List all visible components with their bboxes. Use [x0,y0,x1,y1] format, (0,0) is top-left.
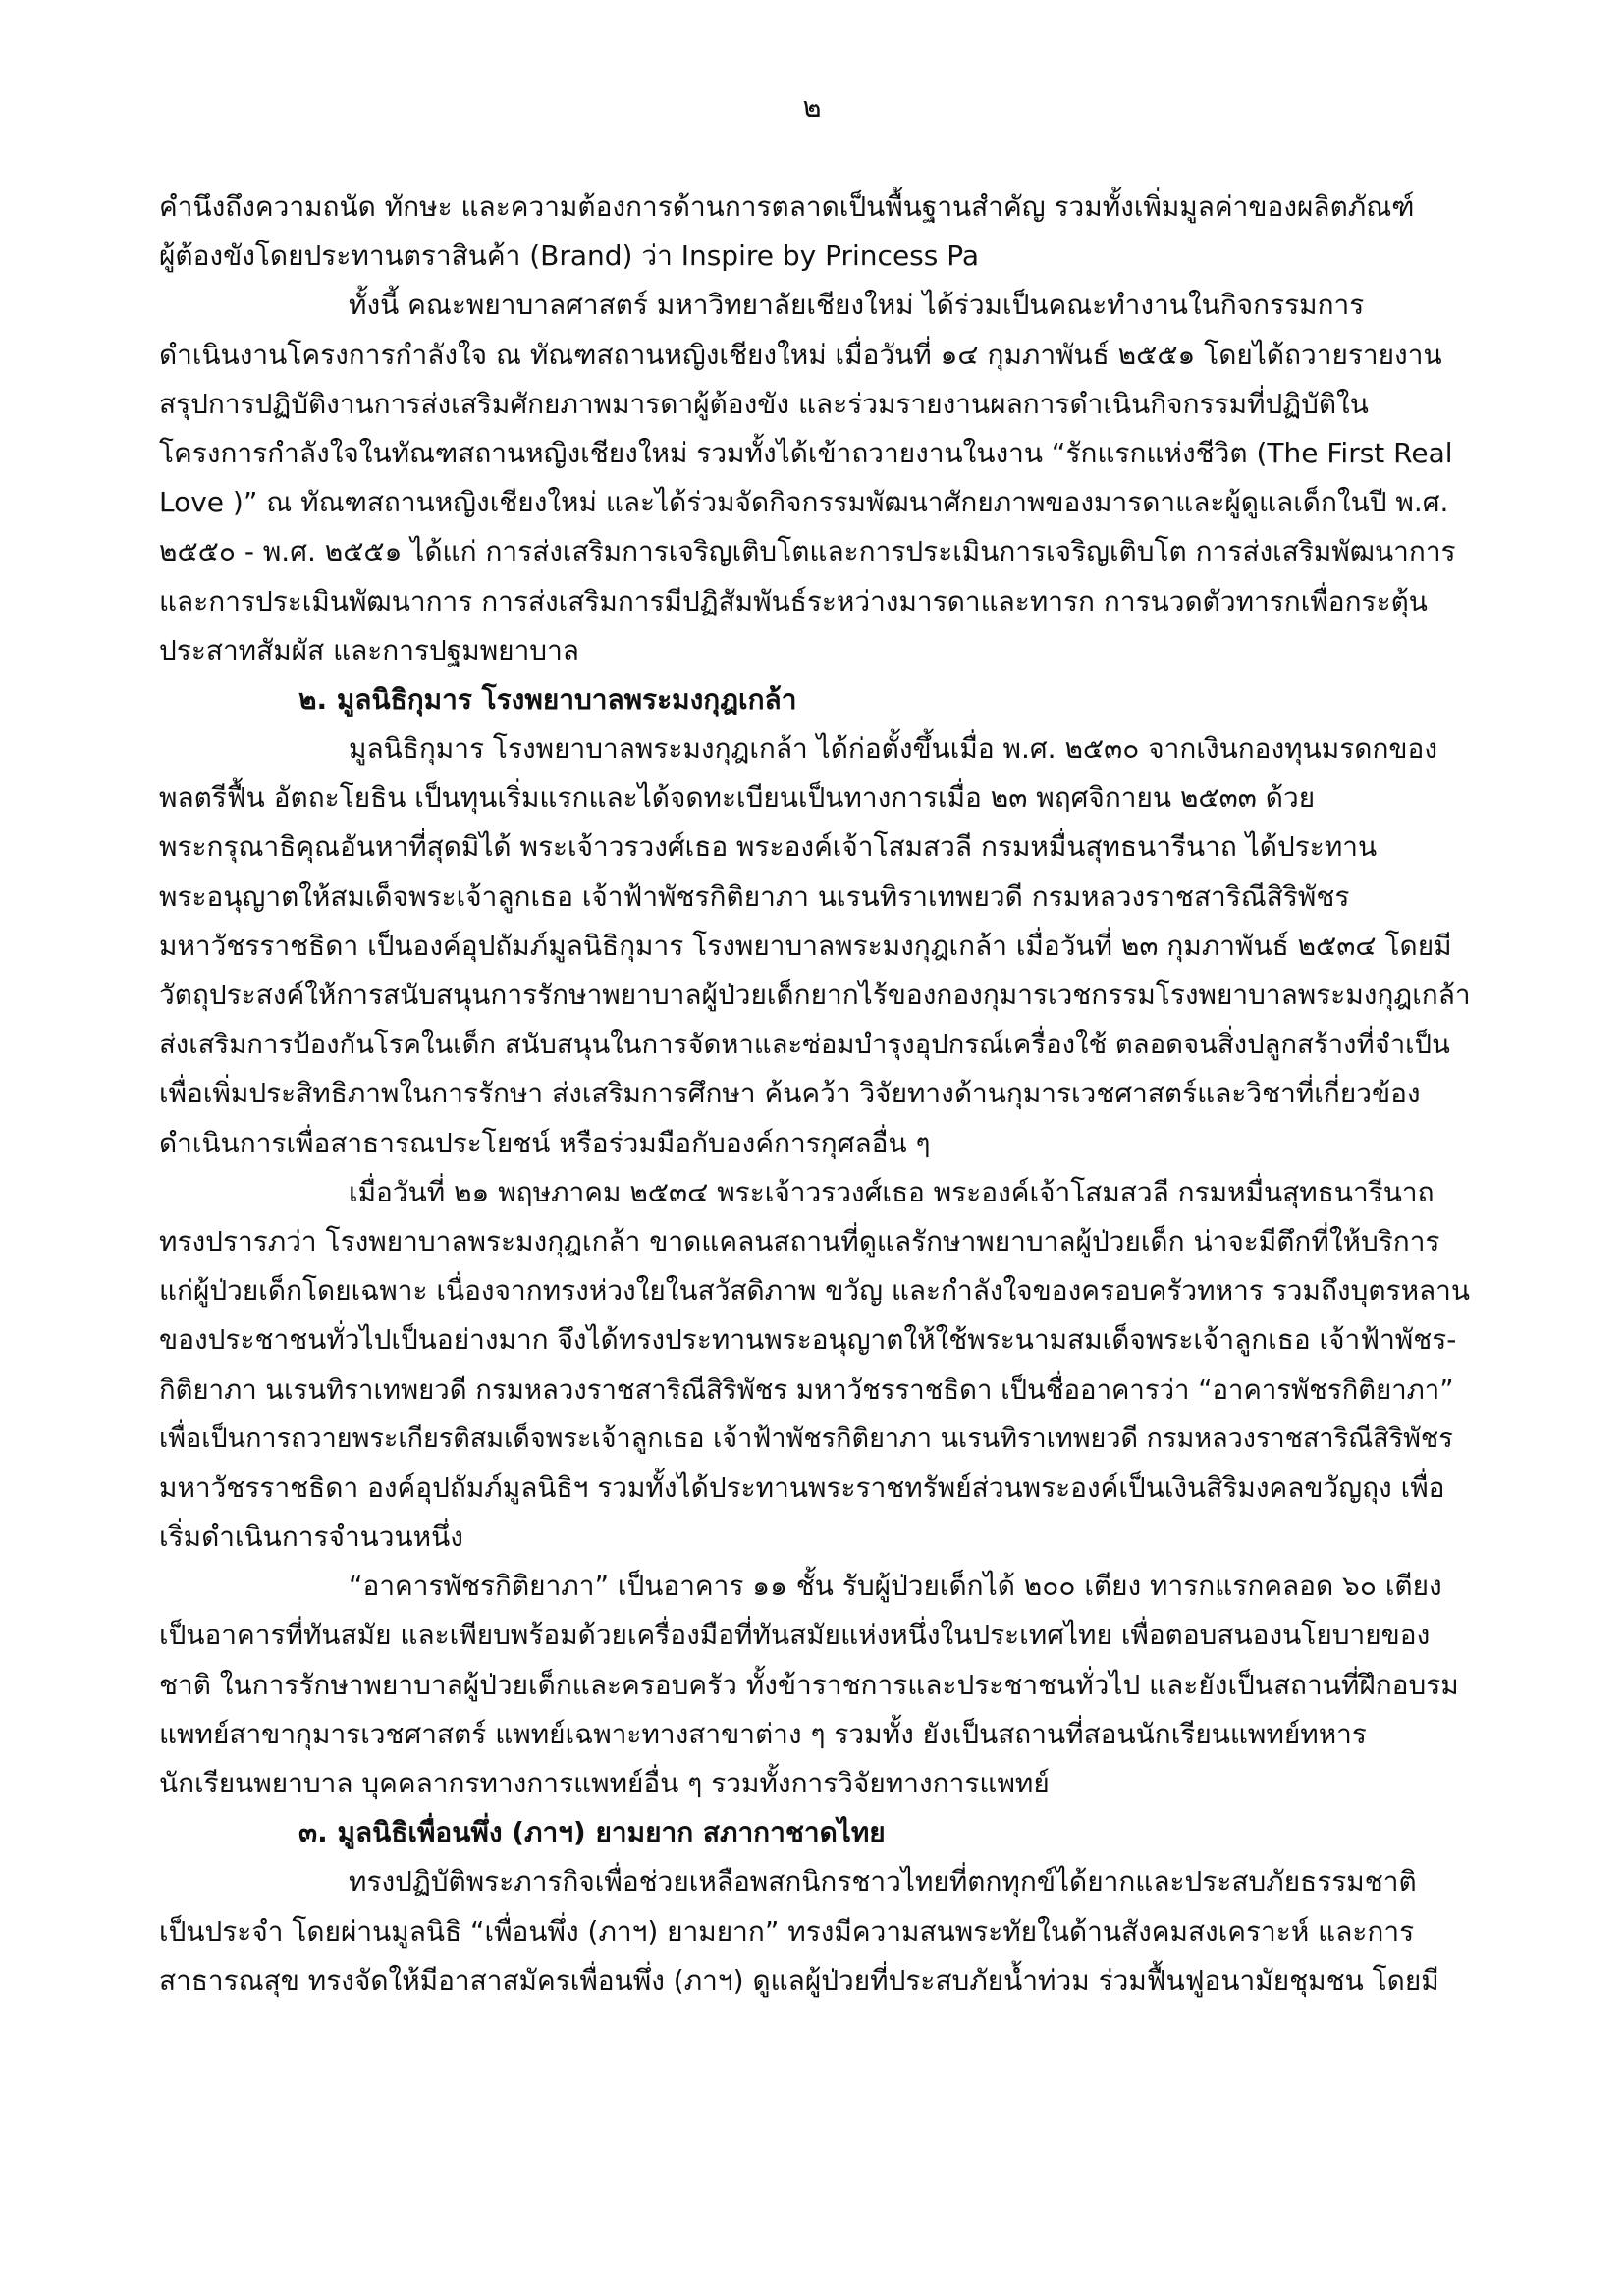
text-line: เริ่มดำเนินการจำนวนหนึ่ง [159,1521,463,1554]
text-line: เป็นประจำ โดยผ่านมูลนิธิ “เพื่อนพึ่ง (ภาฯ) ยามยาก” ทรงมีความสนพระทัยในด้านสังคมสงเคราะห์ และการ [159,1914,1415,1948]
text-line: แก่ผู้ป่วยเด็กโดยเฉพาะ เนื่องจากทรงห่วงใยในสวัสดิภาพ ขวัญ และกำลังใจของครอบครัวทหาร รวมถึงบุตรหลาน [159,1274,1471,1308]
text-line: “อาคารพัชรกิติยาภา” เป็นอาคาร ๑๑ ชั้น รับผู้ป่วยเด็กได้ ๒๐๐ เตียง ทารกแรกคลอด ๖๐ เตียง [349,1570,1442,1603]
text-line: คำนึงถึงความถนัด ทักษะ และความต้องการด้านการตลาดเป็นพื้นฐานสำคัญ รวมทั้งเพิ่มมูลค่าของผลิตภัณฑ์ [159,190,1415,223]
text-line: ชาติ ในการรักษาพยาบาลผู้ป่วยเด็กและครอบครัว ทั้งข้าราชการและประชาชนทั่วไป และยังเป็นสถานที่ฝึกอบรม [159,1668,1459,1701]
text-line: เมื่อวันที่ ๒๑ พฤษภาคม ๒๕๓๔ พระเจ้าวรวงศ์เธอ พระองค์เจ้าโสมสวลี กรมหมื่นสุทธนารีนาถ [349,1175,1435,1208]
text-line: เพื่อเป็นการถวายพระเกียรติสมเด็จพระเจ้าลูกเธอ เจ้าฟ้าพัชรกิติยาภา นเรนทิราเทพยวดี กรมหลวงราชสาริณีสิริพัชร [159,1422,1453,1454]
text-line: ของประชาชนทั่วไปเป็นอย่างมาก จึงได้ทรงประทานพระอนุญาตให้ใช้พระนามสมเด็จพระเจ้าลูกเธอ เจ้าฟ้าพัชร- [159,1323,1457,1357]
text-line: สาธารณสุข ทรงจัดให้มีอาสาสมัครเพื่อนพึ่ง (ภาฯ) ดูแลผู้ป่วยที่ประสบภัยน้ำท่วม ร่วมฟื้นฟูอนามัยชุมชน โดยมี [159,1963,1439,1997]
text-line: มหาวัชรราชธิดา องค์อุปถัมภ์มูลนิธิฯ รวมทั้งได้ประทานพระราชทรัพย์ส่วนพระองค์เป็นเงินสิริมงคลขวัญถุง เพื่อ [159,1470,1445,1504]
text-line: นักเรียนพยาบาล บุคคลากรทางการแพทย์อื่น ๆ รวมทั้งการวิจัยทางการแพทย์ [159,1767,1050,1799]
text-line: พระกรุณาธิคุณอันหาที่สุดมิได้ พระเจ้าวรวงศ์เธอ พระองค์เจ้าโสมสวลี กรมหมื่นสุทธนารีนาถ ได้ประทาน [159,830,1378,864]
text-line: มหาวัชรราชธิดา เป็นองค์อุปถัมภ์มูลนิธิกุมาร โรงพยาบาลพระมงกุฎเกล้า เมื่อวันที่ ๒๓ กุมภาพันธ์ ๒๕๓๔ โดยมี [159,929,1452,962]
text-line: กิติยาภา นเรนทิราเทพยวดี กรมหลวงราชสาริณีสิริพัชร มหาวัชรราชธิดา เป็นชื่ออาคารว่า “อาคารพัชรกิติยาภา” [159,1373,1454,1406]
text-line: โครงการกำลังใจในทัณฑสถานหญิงเชียงใหม่ รวมทั้งได้เข้าถวายงานในงาน “รักแรกแห่งชีวิต (The First Real [159,436,1453,469]
text-line: ดำเนินงานโครงการกำลังใจ ณ ทัณฑสถานหญิงเชียงใหม่ เมื่อวันที่ ๑๔ กุมภาพันธ์ ๒๕๕๑ โดยได้ถวายรายงาน [159,338,1442,371]
section-heading: ๓. มูลนิธิเพื่อนพึ่ง (ภาฯ) ยามยาก สภากาชาดไทย [298,1816,886,1849]
section-heading: ๒. มูลนิธิกุมาร โรงพยาบาลพระมงกุฎเกล้า [298,682,797,716]
document-body [159,183,1471,2005]
text-line: มูลนิธิกุมาร โรงพยาบาลพระมงกุฎเกล้า ได้ก่อตั้งขึ้นเมื่อ พ.ศ. ๒๕๓๐ จากเงินกองทุนมรดกของ [349,732,1438,766]
text-line: Love )” ณ ทัณฑสถานหญิงเชียงใหม่ และได้ร่วมจัดกิจกรรมพัฒนาศักยภาพของมารดาและผู้ดูแลเด็กในปี พ.ศ. [159,486,1449,519]
text-line: ๒๕๕๐ - พ.ศ. ๒๕๕๑ ได้แก่ การส่งเสริมการเจริญเติบโตและการประเมินการเจริญเติบโต การส่งเสริมพัฒนาการ [159,535,1456,568]
text-line: ทั้งนี้ คณะพยาบาลศาสตร์ มหาวิทยาลัยเชียงใหม่ ได้ร่วมเป็นคณะทำงานในกิจกรรมการ [349,289,1365,322]
text-line: พลตรีฟื้น อัตถะโยธิน เป็นทุนเริ่มแรกและได้จดทะเบียนเป็นทางการเมื่อ ๒๓ พฤศจิกายน ๒๕๓๓ ด้วย [159,781,1316,815]
text-line: ทรงปฏิบัติพระภารกิจเพื่อช่วยเหลือพสกนิกรชาวไทยที่ตกทุกข์ได้ยากและประสบภัยธรรมชาติ [349,1865,1417,1898]
text-line: แพทย์สาขากุมารเวชศาสตร์ แพทย์เฉพาะทางสาขาต่าง ๆ รวมทั้ง ยังเป็นสถานที่สอนนักเรียนแพทย์ทหาร [159,1717,1367,1750]
text-line: พระอนุญาตให้สมเด็จพระเจ้าลูกเธอ เจ้าฟ้าพัชรกิติยาภา นเรนทิราเทพยวดี กรมหลวงราชสาริณีสิริพัชร [159,880,1350,913]
text-line: ดำเนินการเพื่อสาธารณประโยชน์ หรือร่วมมือกับองค์การกุศลอื่น ๆ [159,1126,931,1159]
text-line: เพื่อเพิ่มประสิทธิภาพในการรักษา ส่งเสริมการศึกษา ค้นคว้า วิจัยทางด้านกุมารเวชศาสตร์และวิชาที่เกี่ยวข้อง [159,1077,1421,1110]
text-line: ส่งเสริมการป้องกันโรคในเด็ก สนับสนุนในการจัดหาและซ่อมบำรุงอุปกรณ์เครื่องใช้ ตลอดจนสิ่งปลูกสร้างที่จำเป็น [159,1029,1450,1061]
text-line: ทรงปรารภว่า โรงพยาบาลพระมงกุฎเกล้า ขาดแคลนสถานที่ดูแลรักษาพยาบาลผู้ป่วยเด็ก น่าจะมีตึกที่ให้บริการ [159,1224,1440,1257]
text-line: วัตถุประสงค์ให้การสนับสนุนการรักษาพยาบาลผู้ป่วยเด็กยากไร้ของกองกุมารเวชกรรมโรงพยาบาลพระมงกุฎเกล้า [159,979,1471,1011]
text-line: และการประเมินพัฒนาการ การส่งเสริมการมีปฏิสัมพันธ์ระหว่างมารดาและทารก การนวดตัวทารกเพื่อกระตุ้น [159,584,1428,617]
text-line: สรุปการปฏิบัติงานการส่งเสริมศักยภาพมารดาผู้ต้องขัง และร่วมรายงานผลการดำเนินกิจกรรมที่ปฏิบัติใน [159,387,1369,420]
text-line: เป็นอาคารที่ทันสมัย และเพียบพร้อมด้วยเครื่องมือที่ทันสมัยแห่งหนึ่งในประเทศไทย เพื่อตอบสนองนโยบายของ [159,1619,1431,1652]
text-line: ผู้ต้องขังโดยประทานตราสินค้า (Brand) ว่า Inspire by Princess Pa [159,240,980,273]
page-number: ๒ [802,90,822,124]
text-line: ประสาทสัมผัส และการปฐมพยาบาล [159,633,579,667]
